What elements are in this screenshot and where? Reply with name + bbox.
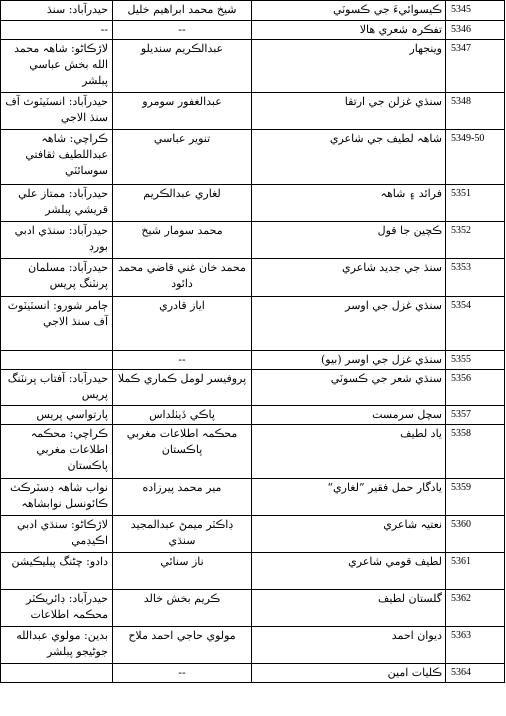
- table-row: [1, 130, 505, 185]
- author-cell: --: [113, 21, 252, 40]
- number-cell: 5358: [446, 425, 505, 479]
- title-cell: شاهہ لطيف جي شاعري: [252, 130, 446, 185]
- title-cell: گلستان لطيف: [252, 590, 446, 627]
- number-cell: 5349-50: [446, 130, 505, 185]
- title-cell: سنڌي غزل جي اوسر: [252, 297, 446, 351]
- catalog-body: [1, 1, 505, 683]
- publisher-cell: --: [1, 21, 113, 40]
- author-cell: پروفيسر لومل ڪماري ڪملا: [113, 370, 252, 406]
- title-cell: ياد لطيف: [252, 425, 446, 479]
- title-cell: تفڪرہ شعري هالا: [252, 21, 446, 40]
- table-row: [1, 1, 505, 21]
- publisher-cell: حيدرآباد: انسٽيٽوٽ آف سنڌ الاجي: [1, 93, 113, 130]
- title-cell: ڪليات امين: [252, 664, 446, 683]
- number-cell: 5360: [446, 516, 505, 553]
- table-row: [1, 40, 505, 93]
- author-cell: ڪريم بخش خالد: [113, 590, 252, 627]
- table-row: [1, 297, 505, 351]
- number-cell: 5363: [446, 627, 505, 664]
- table-row: [1, 351, 505, 370]
- table-row: [1, 222, 505, 259]
- author-cell: ڊاڪٽر ميمڻ عبدالمجيد سنڌي: [113, 516, 252, 553]
- table-row: [1, 479, 505, 516]
- title-cell: ڪچين جا قول: [252, 222, 446, 259]
- table-row: [1, 664, 505, 683]
- author-cell: --: [113, 351, 252, 370]
- author-cell: --: [113, 664, 252, 683]
- number-cell: 5364: [446, 664, 505, 683]
- publisher-cell: ڪراچي: محڪمہ اطلاعات مغربي پاڪستان: [1, 425, 113, 479]
- title-cell: يادگار حمل فقير ”لغاري“: [252, 479, 446, 516]
- title-cell: سنڌ جي جديد شاعري: [252, 259, 446, 297]
- author-cell: پاڪي ڏيٺلداس: [113, 406, 252, 425]
- title-cell: نعتيہ شاعري: [252, 516, 446, 553]
- publisher-cell: حيدرآباد: ممتاز علي قريشي پبلشر: [1, 185, 113, 222]
- number-cell: 5352: [446, 222, 505, 259]
- number-cell: 5345: [446, 1, 505, 21]
- title-cell: سچل سرمست: [252, 406, 446, 425]
- publisher-cell: لاڙڪاڻو: شاهہ محمد الله بخش عباسي پبلشر: [1, 40, 113, 93]
- number-cell: 5351: [446, 185, 505, 222]
- publisher-cell: پارتواسي پريس: [1, 406, 113, 425]
- publisher-cell: حيدرآباد: سنڌي ادبي بورڊ: [1, 222, 113, 259]
- table-row: [1, 553, 505, 590]
- title-cell: ڪيسوائيءَ جي ڪسوٽي: [252, 1, 446, 21]
- table-row: [1, 425, 505, 479]
- publisher-cell: بدين: مولوي عبدالله جوڻيجو پبلشر: [1, 627, 113, 664]
- author-cell: مير محمد پيرزاده: [113, 479, 252, 516]
- table-row: [1, 259, 505, 297]
- table-row: [1, 370, 505, 406]
- publisher-cell: لاڙڪاڻو: سنڌي ادبي اڪيڊمي: [1, 516, 113, 553]
- table-row: [1, 627, 505, 664]
- title-cell: سنڌي غزل جي اوسر (بيو): [252, 351, 446, 370]
- author-cell: محمد خان غني قاضي محمد دائود: [113, 259, 252, 297]
- table-row: [1, 516, 505, 553]
- author-cell: محمد سومار شيخ: [113, 222, 252, 259]
- table-row: [1, 406, 505, 425]
- title-cell: ديوان احمد: [252, 627, 446, 664]
- number-cell: 5359: [446, 479, 505, 516]
- number-cell: 5346: [446, 21, 505, 40]
- publisher-cell: نواب شاهہ ڊسٽرڪٽ ڪائونسل نوابشاهہ: [1, 479, 113, 516]
- number-cell: 5354: [446, 297, 505, 351]
- author-cell: شيخ محمد ابراهيم خليل: [113, 1, 252, 21]
- publisher-cell: حيدرآباد: سنڌ: [1, 1, 113, 21]
- author-cell: تنوير عباسي: [113, 130, 252, 185]
- number-cell: 5348: [446, 93, 505, 130]
- title-cell: وينجهار: [252, 40, 446, 93]
- title-cell: لطيف قومي شاعري: [252, 553, 446, 590]
- publisher-cell: ڄامر شورو: انسٽيٽوٽ آف سنڌ الاجي: [1, 297, 113, 351]
- publisher-cell: دادو: چڻنگ پبليڪيشن: [1, 553, 113, 590]
- author-cell: ناز سنائي: [113, 553, 252, 590]
- publisher-cell: [1, 664, 113, 683]
- number-cell: 5356: [446, 370, 505, 406]
- author-cell: محڪمہ اطلاعات مغربي پاڪستان: [113, 425, 252, 479]
- author-cell: عبدالغفور سومرو: [113, 93, 252, 130]
- publisher-cell: ڪراچي: شاهہ عبداللطيف ثقافتي سوسائٽي: [1, 130, 113, 185]
- author-cell: اياز قادري: [113, 297, 252, 351]
- author-cell: عبدالڪريم سنديلو: [113, 40, 252, 93]
- title-cell: سنڌي غزلن جي ارتقا: [252, 93, 446, 130]
- author-cell: لغاري عبدالڪريم: [113, 185, 252, 222]
- number-cell: 5353: [446, 259, 505, 297]
- publisher-cell: حيدرآباد: ڊائريڪٽر محڪمہ اطلاعات: [1, 590, 113, 627]
- number-cell: 5362: [446, 590, 505, 627]
- number-cell: 5355: [446, 351, 505, 370]
- publisher-cell: حيدرآباد: مسلمان پرنٽنگ پريس: [1, 259, 113, 297]
- table-row: [1, 93, 505, 130]
- number-cell: 5347: [446, 40, 505, 93]
- title-cell: فرائد ۽ شاهہ: [252, 185, 446, 222]
- publisher-cell: حيدرآباد: آفتاب پرنٽنگ پريس: [1, 370, 113, 406]
- author-cell: مولوي حاجي احمد ملاح: [113, 627, 252, 664]
- table-row: [1, 590, 505, 627]
- table-row: [1, 21, 505, 40]
- number-cell: 5361: [446, 553, 505, 590]
- publisher-cell: [1, 351, 113, 370]
- number-cell: 5357: [446, 406, 505, 425]
- title-cell: سنڌي شعر جي ڪسوٽي: [252, 370, 446, 406]
- table-row: [1, 185, 505, 222]
